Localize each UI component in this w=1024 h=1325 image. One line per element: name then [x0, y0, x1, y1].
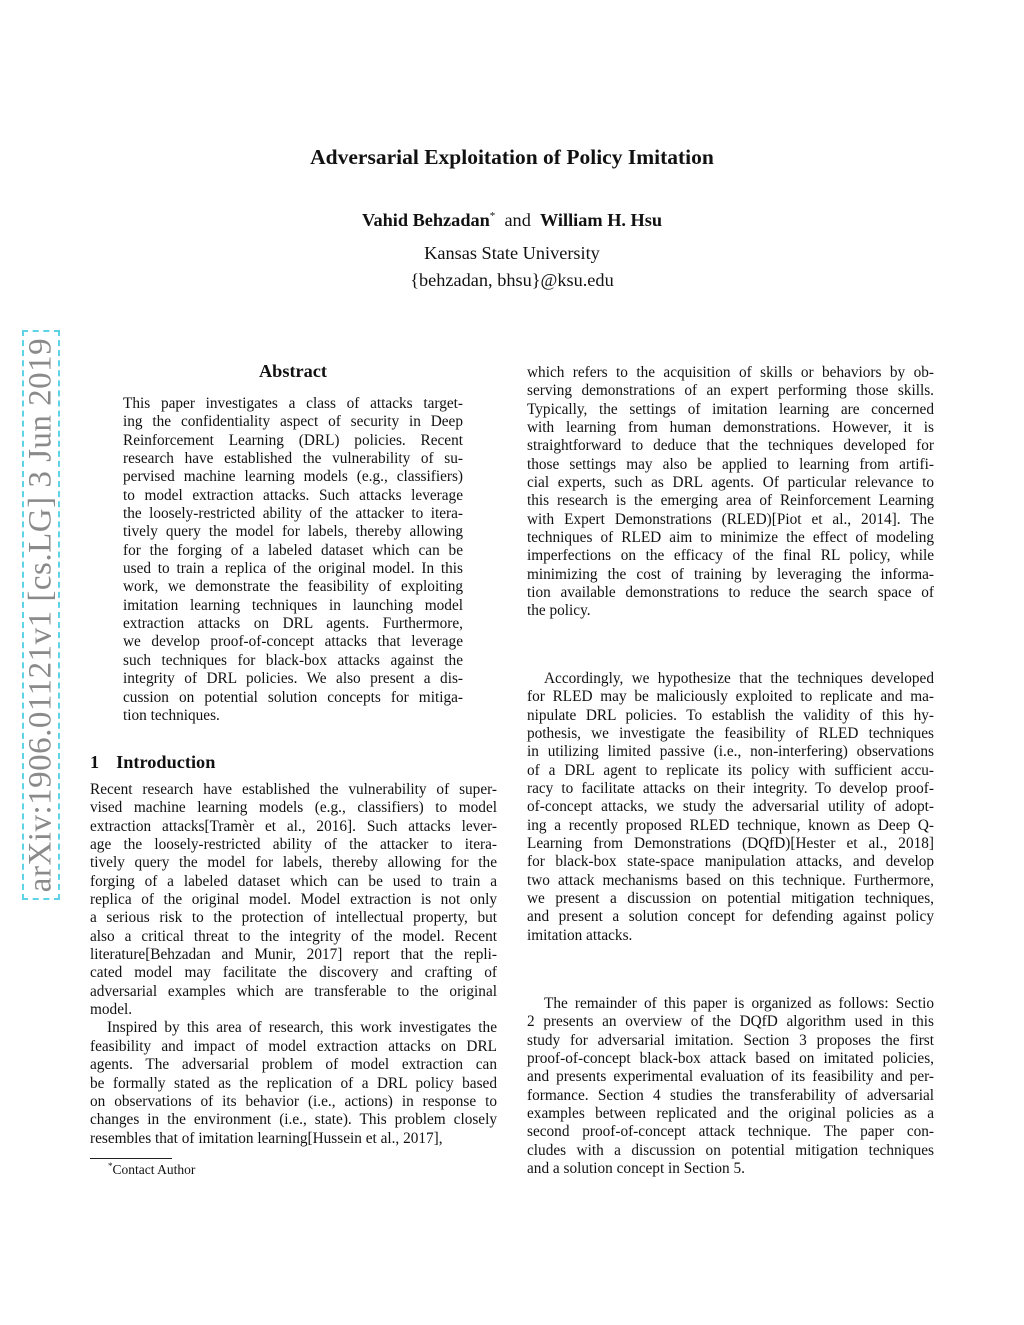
- text-line: pervised machine learning models (e.g., classifiers): [123, 468, 463, 486]
- text-line: be formally stated as the replication of a DRL policy based: [90, 1074, 497, 1092]
- text-line: changes in the environment (i.e., state). This problem closely: [90, 1111, 497, 1129]
- text-line: literature[Behzadan and Munir, 2017] report that the repli-: [90, 946, 497, 964]
- text-line: cated model may facilitate the discovery and crafting of: [90, 964, 497, 982]
- text-line: we present a discussion on potential mitigation techniques,: [527, 890, 934, 908]
- section-title: Introduction: [116, 752, 216, 772]
- text-line: integrity of DRL policies. We also present a dis-: [123, 670, 463, 688]
- text-line: Typically, the settings of imitation learning are concerned: [527, 400, 934, 418]
- section-heading-introduction: [90, 752, 232, 773]
- text-line: straightforward to deduce that the techniques developed for: [527, 437, 934, 455]
- text-line: techniques of RLED aim to minimize the effect of modeling: [527, 529, 934, 547]
- text-line: serving demonstrations of an expert performing those skills.: [527, 382, 934, 400]
- text-line: to model extraction attacks. Such attacks leverage: [123, 486, 463, 504]
- text-line: those settings may also be applied to learning from artifi-: [527, 455, 934, 473]
- text-line: Learning from Demonstrations (DQfD)[Hester et al., 2018]: [527, 835, 934, 853]
- text-line: research have established the vulnerability of su-: [123, 450, 463, 468]
- text-line: Inspired by this area of research, this work investigates the: [107, 1019, 497, 1037]
- section-number: 1: [90, 752, 100, 772]
- footnote: [108, 1161, 195, 1178]
- text-line: the loosely-restricted ability of the attacker to itera-: [123, 505, 463, 523]
- text-line: in utilizing limited passive (i.e., non-interfering) observations: [527, 743, 934, 761]
- author-conj: and: [504, 210, 531, 230]
- text-line: study for adversarial imitation. Section 3 proposes the first: [527, 1031, 934, 1049]
- text-line: of a DRL agent to replicate its policy with sufficient accu-: [527, 761, 934, 779]
- text-line: cial experts, such as DRL agents. Of particular relevance to: [527, 474, 934, 492]
- footnote-text: Contact Author: [112, 1162, 196, 1177]
- introduction-body: [90, 781, 497, 1148]
- text-line: for RLED may be maliciously exploited to replicate and ma-: [527, 688, 934, 706]
- abstract-body: [123, 395, 463, 725]
- text-line: this research is the emerging area of Reinforcement Learning: [527, 492, 934, 510]
- text-line: two attack mechanisms based on this technique. Furthermore,: [527, 871, 934, 889]
- text-line: imitation learning techniques in launching model: [123, 596, 463, 614]
- text-line: and presents experimental evaluation of its feasibility and per-: [527, 1068, 934, 1086]
- text-line: tion available demonstrations to reduce the search space of: [527, 584, 934, 602]
- abstract-heading: Abstract: [258, 361, 328, 381]
- right-column-paragraph-2: [527, 670, 934, 945]
- paper-title: Adversarial Exploitation of Policy Imitation: [310, 145, 714, 169]
- text-line: extraction attacks on DRL agents. Furthermore,: [123, 615, 463, 633]
- text-line: examples between replicated and the original policies as a: [527, 1105, 934, 1123]
- text-line: pothesis, we investigate the feasibility of RLED techniques: [527, 725, 934, 743]
- text-line: imperfections on the efficacy of the final RL policy, while: [527, 547, 934, 565]
- text-line: which refers to the acquisition of skills or behaviors by ob-: [527, 364, 934, 381]
- text-line: on observations of its behavior (i.e., actions) in response to: [90, 1092, 497, 1110]
- text-line: the policy.: [527, 602, 591, 620]
- text-line: tively query the model for labels, thereby allowing for the: [90, 854, 497, 872]
- text-line: replica of the original model. Model extraction is not only: [90, 891, 497, 909]
- text-line: of-concept attacks, we study the adversarial utility of adopt-: [527, 798, 934, 816]
- text-line: Reinforcement Learning (DRL) policies. Recent: [123, 431, 463, 449]
- arxiv-stamp-text: arXiv:1906.01121v1 [cs.LG] 3 Jun 2019: [22, 337, 59, 893]
- footnote-rule: [90, 1158, 172, 1159]
- text-line: vised machine learning models (e.g., classifiers) to model: [90, 799, 497, 817]
- text-line: and present a solution concept for defending against policy: [527, 908, 934, 926]
- text-line: with Expert Demonstrations (RLED)[Piot et al., 2014]. The: [527, 510, 934, 528]
- text-line: adversarial examples which are transferable to the original: [90, 982, 497, 1000]
- text-line: tion techniques.: [123, 706, 220, 724]
- text-line: formance. Section 4 studies the transferability of adversarial: [527, 1086, 934, 1104]
- text-line: a serious risk to the protection of intellectual property, but: [90, 909, 497, 927]
- text-line: model.: [90, 1001, 133, 1019]
- text-line: nipulate DRL policies. To establish the validity of this hy-: [527, 706, 934, 724]
- text-line: we develop proof-of-concept attacks that leverage: [123, 633, 463, 651]
- text-line: with learning from human demonstrations. However, it is: [527, 419, 934, 437]
- text-line: and a solution concept in Section 5.: [527, 1160, 745, 1178]
- text-line: proof-of-concept black-box attack based on imitated policies,: [527, 1050, 934, 1068]
- text-line: resembles that of imitation learning[Hussein et al., 2017],: [90, 1129, 443, 1147]
- text-line: minimizing the cost of training by leveraging the informa-: [527, 565, 934, 583]
- text-line: forging of a labeled dataset which can be used to train a: [90, 872, 497, 890]
- text-line: ing a recently proposed RLED technique, known as Deep Q-: [527, 816, 934, 834]
- text-line: used to train a replica of the original model. In this: [123, 560, 463, 578]
- text-line: tively query the model for labels, thereby allowing: [123, 523, 463, 541]
- right-column-paragraph-3: [527, 995, 934, 1178]
- text-line: Accordingly, we hypothesize that the techniques developed: [544, 670, 934, 687]
- text-line: racy to facilitate attacks on their integrity. To develop proof-: [527, 780, 934, 798]
- text-line: for the forging of a labeled dataset which can be: [123, 541, 463, 559]
- text-line: extraction attacks[Tramèr et al., 2016]. Such attacks lever-: [90, 817, 497, 835]
- text-line: cussion on potential solution concepts for mitiga-: [123, 688, 463, 706]
- affiliation-block: [0, 240, 1024, 294]
- arxiv-stamp: [22, 330, 60, 900]
- text-line: age the loosely-restricted ability of the attacker to itera-: [90, 836, 497, 854]
- author-2: William H. Hsu: [539, 210, 663, 230]
- author-1: Vahid Behzadan: [361, 210, 490, 230]
- text-line: cludes with a discussion on potential mitigation techniques: [527, 1141, 934, 1159]
- text-line: second proof-of-concept attack technique. The paper con-: [527, 1123, 934, 1141]
- text-line: feasibility and impact of model extraction attacks on DRL: [90, 1037, 497, 1055]
- text-line: The remainder of this paper is organized as follows: Sectio: [544, 995, 934, 1012]
- author-1-mark: *: [489, 210, 496, 222]
- affiliation: Kansas State University: [424, 243, 600, 263]
- text-line: Recent research have established the vulnerability of super-: [90, 781, 497, 798]
- email: {behzadan, bhsu}@ksu.edu: [410, 270, 614, 290]
- text-line: agents. The adversarial problem of model extraction can: [90, 1056, 497, 1074]
- text-line: This paper investigates a class of attacks target-: [123, 395, 463, 412]
- text-line: such techniques for black-box attacks against the: [123, 651, 463, 669]
- text-line: also a critical threat to the integrity of the model. Recent: [90, 927, 497, 945]
- authors: [0, 210, 1024, 231]
- right-column-paragraph-1: [527, 364, 934, 621]
- footnote-mark: *: [108, 1161, 113, 1171]
- text-line: for black-box state-space manipulation attacks, and develop: [527, 853, 934, 871]
- text-line: imitation attacks.: [527, 926, 633, 944]
- text-line: 2 presents an overview of the DQfD algorithm used in this: [527, 1013, 934, 1031]
- text-line: work, we demonstrate the feasibility of exploiting: [123, 578, 463, 596]
- text-line: ing the confidentiality aspect of security in Deep: [123, 413, 463, 431]
